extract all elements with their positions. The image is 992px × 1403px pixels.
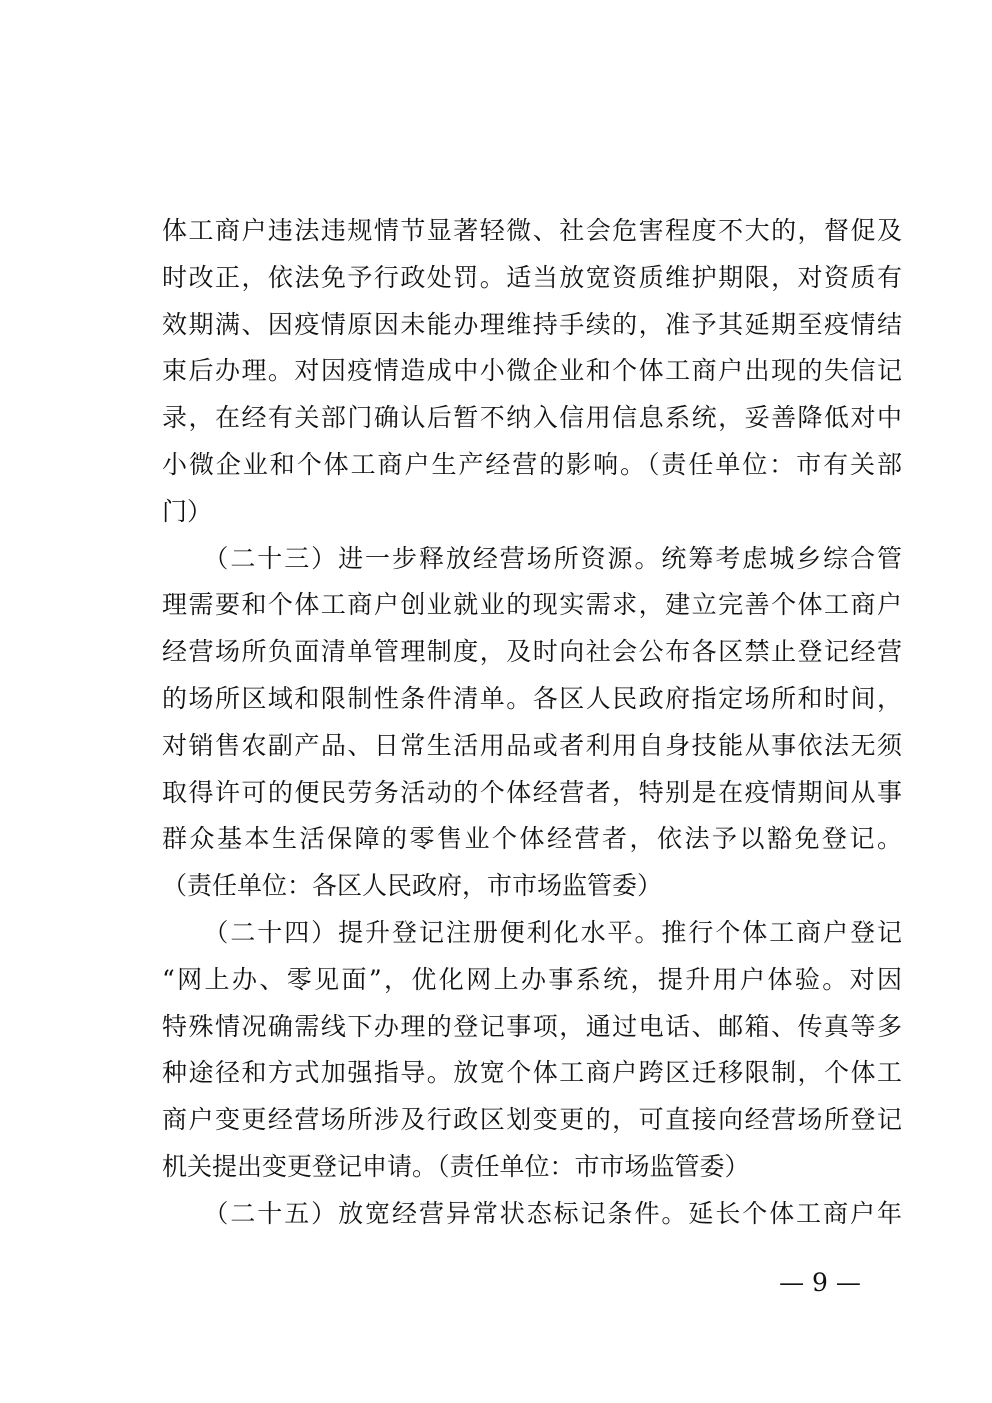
body-text [162, 208, 902, 1238]
text-line: 体工商户违法违规情节显著轻微、社会危害程度不大的，督促及 [162, 216, 902, 245]
text-line: 特殊情况确需线下办理的登记事项，通过电话、邮箱、传真等多 [162, 1011, 902, 1041]
text-line: 效期满、因疫情原因未能办理维持手续的，准予其延期至疫情结 [162, 309, 902, 339]
text-line: 录，在经有关部门确认后暂不纳入信用信息系统，妥善降低对中 [162, 403, 902, 433]
text-line: 取得许可的便民劳务活动的个体经营者，特别是在疫情期间从事 [162, 777, 902, 807]
text-line: 时改正，依法免予行政处罚。适当放宽资质维护期限，对资质有 [162, 262, 902, 292]
text-line: 对销售农副产品、日常生活用品或者利用自身技能从事依法无须 [162, 730, 902, 760]
text-line: 商户变更经营场所涉及行政区划变更的，可直接向经营场所登记 [162, 1105, 902, 1135]
text-line: 种途径和方式加强指导。放宽个体工商户跨区迁移限制，个体工 [162, 1058, 902, 1088]
text-line: 束后办理。对因疫情造成中小微企业和个体工商户出现的失信记 [162, 356, 902, 386]
text-line: （责任单位：各区人民政府，市市场监管委） [162, 871, 663, 901]
section-23-heading-line: （二十三）进一步释放经营场所资源。统筹考虑城乡综合管 [162, 543, 902, 573]
section-25-heading-line: （二十五）放宽经营异常状态标记条件。延长个体工商户年 [162, 1198, 902, 1228]
text-line: 机关提出变更登记申请。（责任单位：市市场监管委） [162, 1151, 750, 1181]
page-number: — 9 — [779, 1268, 861, 1297]
section-24-heading-line: （二十四）提升登记注册便利化水平。推行个体工商户登记 [162, 917, 902, 947]
text-line: 理需要和个体工商户创业就业的现实需求，建立完善个体工商户 [162, 590, 902, 620]
text-line: 的场所区域和限制性条件清单。各区人民政府指定场所和时间， [162, 683, 902, 713]
text-line: “网上办、零见面”，优化网上办事系统，提升用户体验。对因 [162, 964, 902, 994]
text-line: 经营场所负面清单管理制度，及时向社会公布各区禁止登记经营 [162, 637, 902, 667]
text-line: 门） [162, 496, 213, 526]
text-line: 小微企业和个体工商户生产经营的影响。（责任单位：市有关部 [162, 449, 902, 479]
text-line: 群众基本生活保障的零售业个体经营者，依法予以豁免登记。 [162, 824, 902, 854]
